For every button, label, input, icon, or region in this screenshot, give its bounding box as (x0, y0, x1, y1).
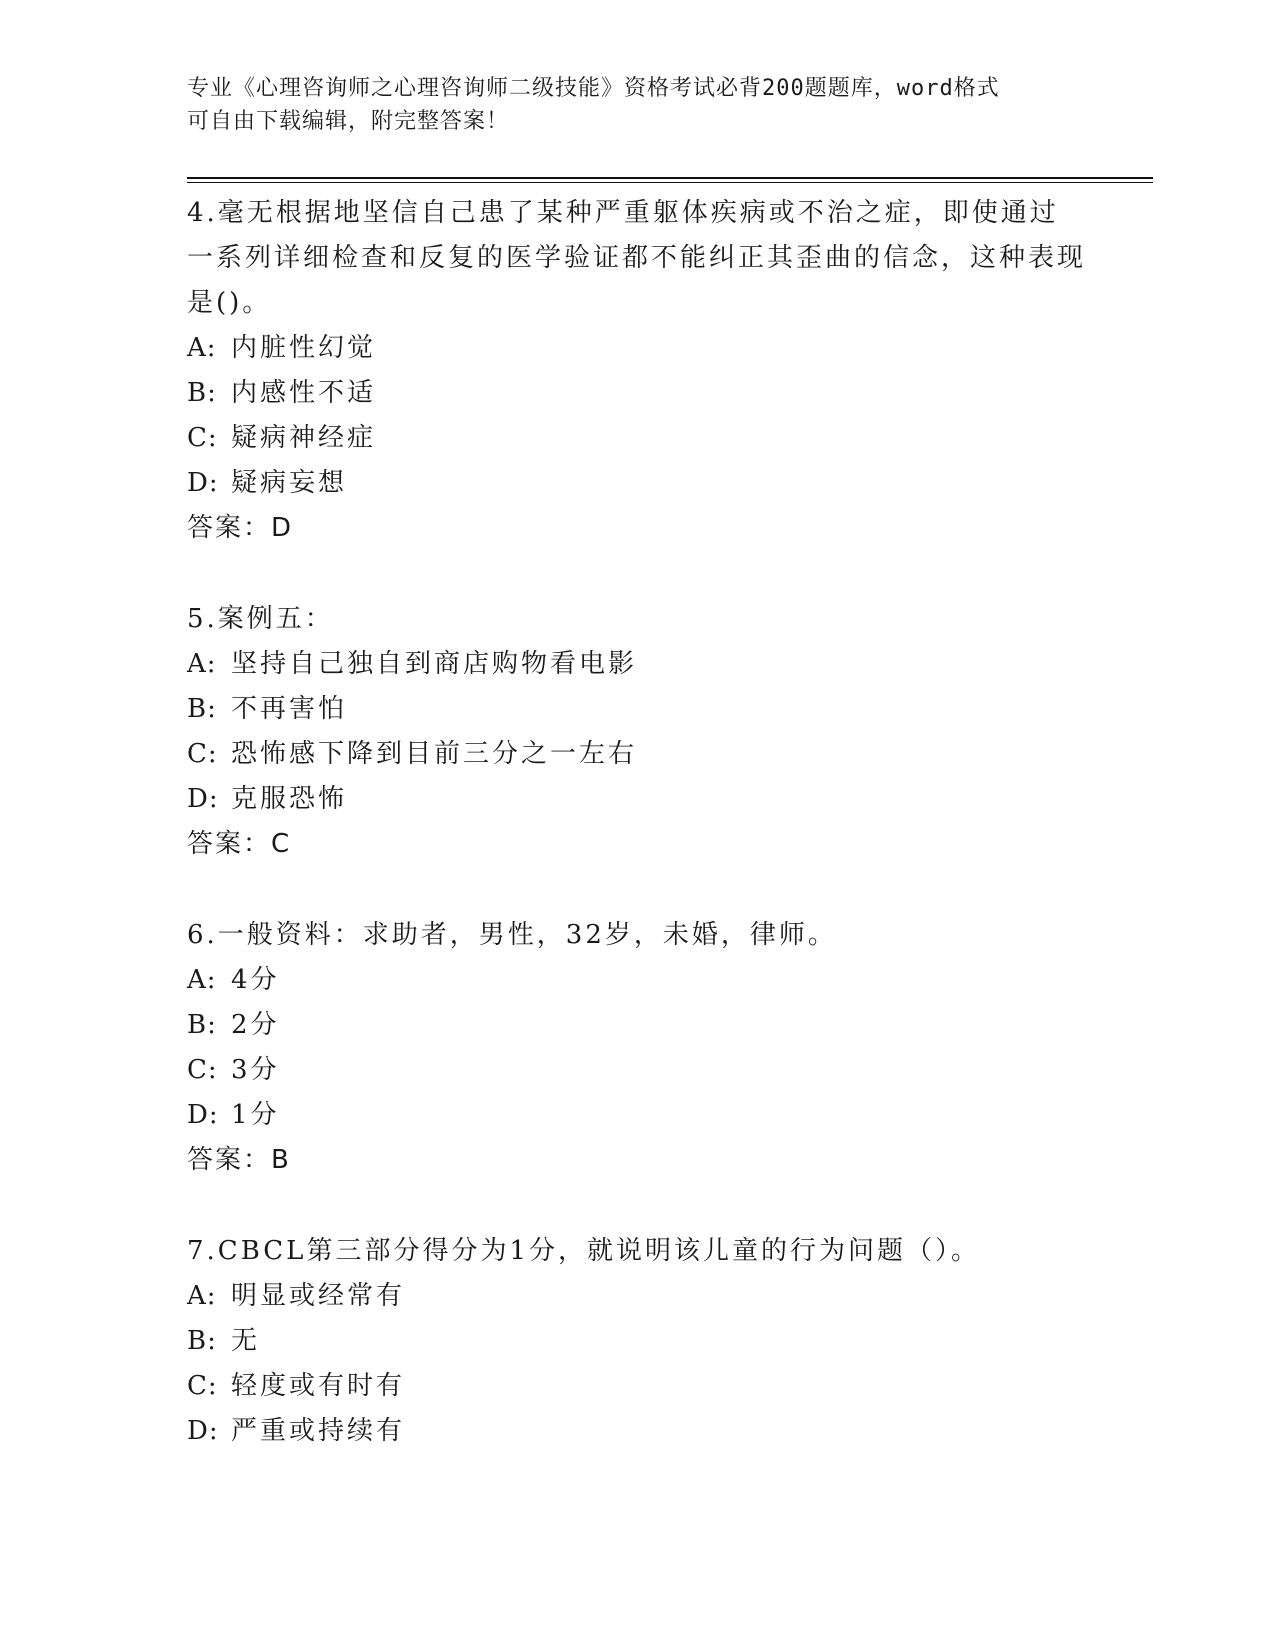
option-text: 明显或经常有 (231, 1281, 406, 1311)
option-letter: B: (187, 1010, 217, 1040)
option-text: 1分 (231, 1100, 280, 1130)
option-a (187, 326, 1087, 371)
header-title-line-1: 专业《心理咨询师之心理咨询师二级技能》资格考试必背200题题库，word格式 (187, 76, 1000, 101)
option-a (187, 958, 1087, 1003)
option-text: 内感性不适 (231, 378, 377, 408)
option-a (187, 1274, 1087, 1319)
question-6 (187, 913, 1087, 1183)
option-letter: D: (187, 1416, 219, 1446)
option-c (187, 1364, 1087, 1409)
option-letter: A: (187, 965, 217, 995)
option-letter: A: (187, 649, 217, 679)
option-letter: B: (187, 378, 217, 408)
option-c (187, 1048, 1087, 1093)
question-stem: 7.CBCL第三部分得分为1分，就说明该儿童的行为问题（）。 (187, 1236, 980, 1266)
option-letter: C: (187, 739, 218, 769)
document-header (187, 72, 1087, 138)
answer-line: 答案：D (187, 513, 294, 543)
question-stem: 4.毫无根据地坚信自己患了某种严重躯体疾病或不治之症，即使通过一系列详细检查和反复的医学验证都不能纠正其歪曲的信念，这种表现是()。 (187, 198, 1087, 318)
option-d (187, 1409, 1087, 1454)
option-b (187, 687, 1087, 732)
question-spacer (187, 551, 1087, 597)
header-divider-thin (187, 182, 1153, 183)
option-text: 严重或持续有 (231, 1416, 406, 1446)
question-5 (187, 597, 1087, 867)
option-letter: A: (187, 333, 217, 363)
option-letter: A: (187, 1281, 217, 1311)
option-a (187, 642, 1087, 687)
option-text: 坚持自己独自到商店购物看电影 (231, 649, 638, 679)
question-spacer (187, 1183, 1087, 1229)
option-text: 克服恐怖 (231, 784, 348, 814)
option-letter: D: (187, 1100, 219, 1130)
option-text: 3分 (231, 1055, 280, 1085)
option-letter: B: (187, 1326, 217, 1356)
header-title-line-2: 可自由下载编辑，附完整答案！ (187, 109, 510, 134)
question-stem: 5.案例五： (187, 604, 334, 634)
option-letter: C: (187, 423, 218, 453)
option-text: 内脏性幻觉 (231, 333, 377, 363)
answer-line: 答案：C (187, 829, 292, 859)
option-text: 4分 (231, 965, 280, 995)
question-7 (187, 1229, 1087, 1454)
option-letter: C: (187, 1371, 218, 1401)
option-b (187, 371, 1087, 416)
question-stem: 6.一般资料：求助者，男性，32岁，未婚，律师。 (187, 920, 837, 950)
option-text: 不再害怕 (231, 694, 348, 724)
option-text: 恐怖感下降到目前三分之一左右 (231, 739, 638, 769)
option-letter: D: (187, 468, 219, 498)
header-divider (187, 177, 1153, 179)
option-d (187, 461, 1087, 506)
question-4 (187, 191, 1087, 551)
question-spacer (187, 867, 1087, 913)
option-text: 轻度或有时有 (231, 1371, 406, 1401)
option-b (187, 1003, 1087, 1048)
option-d (187, 1093, 1087, 1138)
question-list (187, 191, 1087, 1454)
option-text: 无 (231, 1326, 261, 1356)
option-d (187, 777, 1087, 822)
option-c (187, 416, 1087, 461)
option-letter: B: (187, 694, 217, 724)
option-letter: C: (187, 1055, 218, 1085)
option-text: 疑病妄想 (231, 468, 348, 498)
option-c (187, 732, 1087, 777)
option-b (187, 1319, 1087, 1364)
option-text: 2分 (231, 1010, 280, 1040)
answer-line: 答案：B (187, 1145, 291, 1175)
option-text: 疑病神经症 (231, 423, 377, 453)
option-letter: D: (187, 784, 219, 814)
